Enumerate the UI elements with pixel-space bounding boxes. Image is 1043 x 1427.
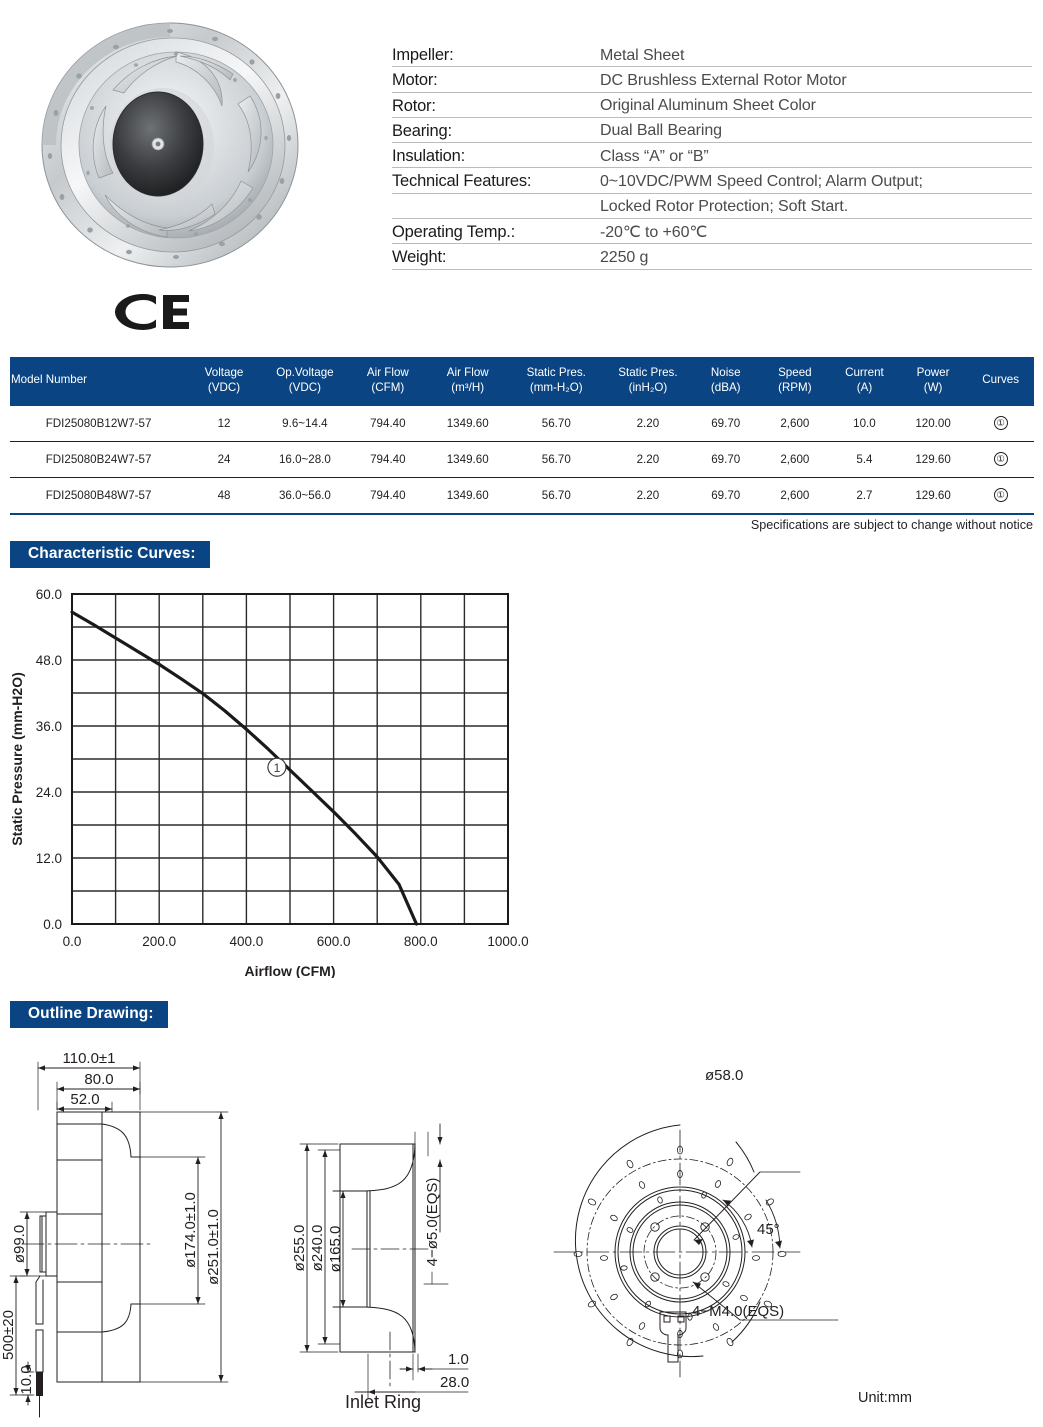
curve-annotation-label: 1 xyxy=(273,760,281,775)
dim-d240: ø240.0 xyxy=(309,1224,326,1272)
section-header-outline-drawing: Outline Drawing: xyxy=(10,1001,168,1028)
curve-marker: ① xyxy=(994,416,1008,430)
cell-power: 129.60 xyxy=(899,441,968,477)
section-header-characteristic-curves: Characteristic Curves: xyxy=(10,541,210,568)
col-header-static-pres-in xyxy=(604,357,692,406)
cell-noise: 69.70 xyxy=(692,441,760,477)
cell-model: FDI25080B24W7-57 xyxy=(10,441,187,477)
cell-curve xyxy=(967,477,1034,514)
spec-row xyxy=(392,67,1032,92)
cell-noise: 69.70 xyxy=(692,477,760,514)
table-row xyxy=(10,477,1034,514)
cell-curve xyxy=(967,441,1034,477)
spec-label: Impeller: xyxy=(392,45,454,64)
front-view-drawing xyxy=(554,1125,838,1377)
dim-500: 500±20 xyxy=(0,1310,17,1360)
header-line1: Static Pres. xyxy=(618,366,678,379)
cell-static-pres-in: 2.20 xyxy=(604,406,692,442)
table-row xyxy=(10,441,1034,477)
spec-value: Metal Sheet xyxy=(600,46,685,64)
spec-label xyxy=(392,216,600,218)
header-line1: Model Number xyxy=(11,373,88,387)
dim-d251: ø251.0±1.0 xyxy=(205,1209,222,1285)
cell-airflow-cfm: 794.40 xyxy=(349,441,427,477)
header-line1: Curves xyxy=(982,373,1020,387)
dim-28: 28.0 xyxy=(440,1374,470,1391)
col-header-static-pres-mm xyxy=(509,357,604,406)
col-header-model xyxy=(10,357,187,406)
dim-1: 1.0 xyxy=(448,1351,469,1368)
col-header-airflow-cfm xyxy=(349,357,427,406)
dim-110: 110.0±1 xyxy=(62,1050,116,1067)
spec-label: Operating Temp.: xyxy=(392,223,516,242)
header-line2: (dBA) xyxy=(710,380,741,394)
header-line2: (CFM) xyxy=(371,380,405,394)
header-line2: (VDC) xyxy=(207,380,241,394)
col-header-noise xyxy=(692,357,760,406)
header-line1: Voltage xyxy=(204,366,244,379)
spec-label: Technical Features: xyxy=(392,172,532,191)
cell-static-pres-in: 2.20 xyxy=(604,441,692,477)
cell-model: FDI25080B48W7-57 xyxy=(10,477,187,514)
curve-marker: ① xyxy=(994,452,1008,466)
spec-label: Rotor: xyxy=(392,96,436,115)
cell-airflow-cfm: 794.40 xyxy=(349,477,427,514)
cell-model: FDI25080B12W7-57 xyxy=(10,406,187,442)
header-line1: Current xyxy=(845,366,884,379)
spec-row xyxy=(392,244,1032,269)
spec-row xyxy=(392,143,1032,168)
cell-static-pres-in: 2.20 xyxy=(604,477,692,514)
spec-value: 0~10VDC/PWM Speed Control; Alarm Output; xyxy=(600,172,923,190)
header-line2: (mm-H₂O) xyxy=(529,380,583,394)
x-tick-label: 1000.0 xyxy=(487,934,529,949)
product-header-area xyxy=(0,0,1043,340)
x-tick-label: 800.0 xyxy=(403,934,438,949)
y-tick-label: 12.0 xyxy=(35,851,62,866)
x-tick-label: 400.0 xyxy=(229,934,264,949)
col-header-power xyxy=(899,357,968,406)
cell-op-voltage: 9.6~14.4 xyxy=(261,406,349,442)
y-tick-label: 60.0 xyxy=(35,587,62,602)
cell-voltage: 24 xyxy=(187,441,261,477)
header-line1: Speed xyxy=(778,366,812,379)
dim-80: 80.0 xyxy=(84,1071,114,1088)
cell-airflow-m3h: 1349.60 xyxy=(427,406,509,442)
cell-power: 129.60 xyxy=(899,477,968,514)
cell-speed: 2,600 xyxy=(760,477,831,514)
cell-current: 10.0 xyxy=(830,406,899,442)
cell-airflow-m3h: 1349.60 xyxy=(427,477,509,514)
spec-value: Class “A” or “B” xyxy=(600,147,709,165)
header-line2: (A) xyxy=(856,380,873,394)
dim-d58: ø58.0 xyxy=(705,1067,744,1084)
x-tick-label: 200.0 xyxy=(142,934,177,949)
spec-row-continuation xyxy=(392,194,1032,219)
spec-value: 2250 g xyxy=(600,248,649,266)
spec-label: Weight: xyxy=(392,248,447,267)
cell-noise: 69.70 xyxy=(692,406,760,442)
spec-value: Dual Ball Bearing xyxy=(600,122,722,140)
y-tick-label: 48.0 xyxy=(35,653,62,668)
y-tick-label: 0.0 xyxy=(43,917,62,932)
header-line2: (W) xyxy=(923,380,943,394)
dim-45deg: 45° xyxy=(757,1221,780,1238)
cell-speed: 2,600 xyxy=(760,441,831,477)
y-axis-label: Static Pressure (mm-H2O) xyxy=(9,672,25,846)
header-line1: Noise xyxy=(710,366,741,379)
cell-power: 120.00 xyxy=(899,406,968,442)
spec-row xyxy=(392,168,1032,193)
cell-static-pres-mm: 56.70 xyxy=(509,406,604,442)
header-line2: (m³/H) xyxy=(451,380,485,394)
dim-4-d5-eqs: 4−ø5.0(EQS) xyxy=(424,1177,441,1267)
header-line2: (RPM) xyxy=(778,380,812,394)
specification-table xyxy=(10,357,1034,515)
cell-current: 2.7 xyxy=(830,477,899,514)
header-line1: Air Flow xyxy=(446,366,489,379)
spec-row xyxy=(392,93,1032,118)
header-line2: (VDC) xyxy=(288,380,321,394)
disclaimer-text: Specifications are subject to change without notice xyxy=(750,518,1033,532)
x-tick-label: 600.0 xyxy=(316,934,351,949)
y-tick-label: 36.0 xyxy=(35,719,62,734)
dim-4-m4-eqs: 4−M4.0(EQS) xyxy=(692,1303,785,1320)
col-header-current xyxy=(830,357,899,406)
table-row xyxy=(10,406,1034,442)
outline-drawing xyxy=(0,1032,1043,1427)
dim-d174: ø174.0±1.0 xyxy=(182,1192,199,1268)
spec-label: Motor: xyxy=(392,71,438,90)
specification-list xyxy=(392,42,1032,270)
dim-d99: ø99.0 xyxy=(11,1224,28,1264)
spec-row xyxy=(392,118,1032,143)
y-tick-label: 24.0 xyxy=(35,785,62,800)
cell-speed: 2,600 xyxy=(760,406,831,442)
spec-value: DC Brushless External Rotor Motor xyxy=(600,71,847,89)
spec-value: Locked Rotor Protection; Soft Start. xyxy=(600,198,849,216)
dim-52: 52.0 xyxy=(70,1091,100,1108)
cell-voltage: 12 xyxy=(187,406,261,442)
product-photo xyxy=(10,18,360,293)
cell-voltage: 48 xyxy=(187,477,261,514)
spec-row xyxy=(392,219,1032,244)
cell-current: 5.4 xyxy=(830,441,899,477)
cell-airflow-m3h: 1349.60 xyxy=(427,441,509,477)
curve-marker: ① xyxy=(994,488,1008,502)
cell-op-voltage: 16.0~28.0 xyxy=(261,441,349,477)
col-header-voltage xyxy=(187,357,261,406)
characteristic-curves-chart xyxy=(0,578,560,978)
cell-airflow-cfm: 794.40 xyxy=(349,406,427,442)
spec-label: Insulation: xyxy=(392,147,466,166)
ce-mark-icon xyxy=(105,288,225,334)
col-header-airflow-m3h xyxy=(427,357,509,406)
x-axis-label: Airflow (CFM) xyxy=(244,963,336,978)
cell-op-voltage: 36.0~56.0 xyxy=(261,477,349,514)
spec-row xyxy=(392,42,1032,67)
header-line1: Op.Voltage xyxy=(276,366,334,379)
spec-value: -20℃ to +60℃ xyxy=(600,223,708,241)
spec-label: Bearing: xyxy=(392,121,452,140)
table-header-row xyxy=(10,357,1034,406)
cell-static-pres-mm: 56.70 xyxy=(509,441,604,477)
dim-d255: ø255.0 xyxy=(291,1224,308,1272)
cell-static-pres-mm: 56.70 xyxy=(509,477,604,514)
col-header-speed xyxy=(760,357,831,406)
header-line1: Power xyxy=(916,366,950,379)
x-tick-label: 0.0 xyxy=(62,934,82,949)
spec-value: Original Aluminum Sheet Color xyxy=(600,97,816,115)
curve-series xyxy=(72,612,416,924)
inlet-ring-caption: Inlet Ring xyxy=(345,1392,422,1412)
header-line1: Air Flow xyxy=(366,366,409,379)
header-line1: Static Pres. xyxy=(526,366,586,379)
unit-label: Unit:mm xyxy=(858,1390,912,1406)
header-line2: (inH₂O) xyxy=(628,380,668,394)
dim-10: 10.0 xyxy=(18,1365,35,1395)
dim-d165: ø165.0 xyxy=(327,1225,344,1273)
cell-curve xyxy=(967,406,1034,442)
col-header-curves xyxy=(967,357,1034,406)
col-header-op-voltage xyxy=(261,357,349,406)
